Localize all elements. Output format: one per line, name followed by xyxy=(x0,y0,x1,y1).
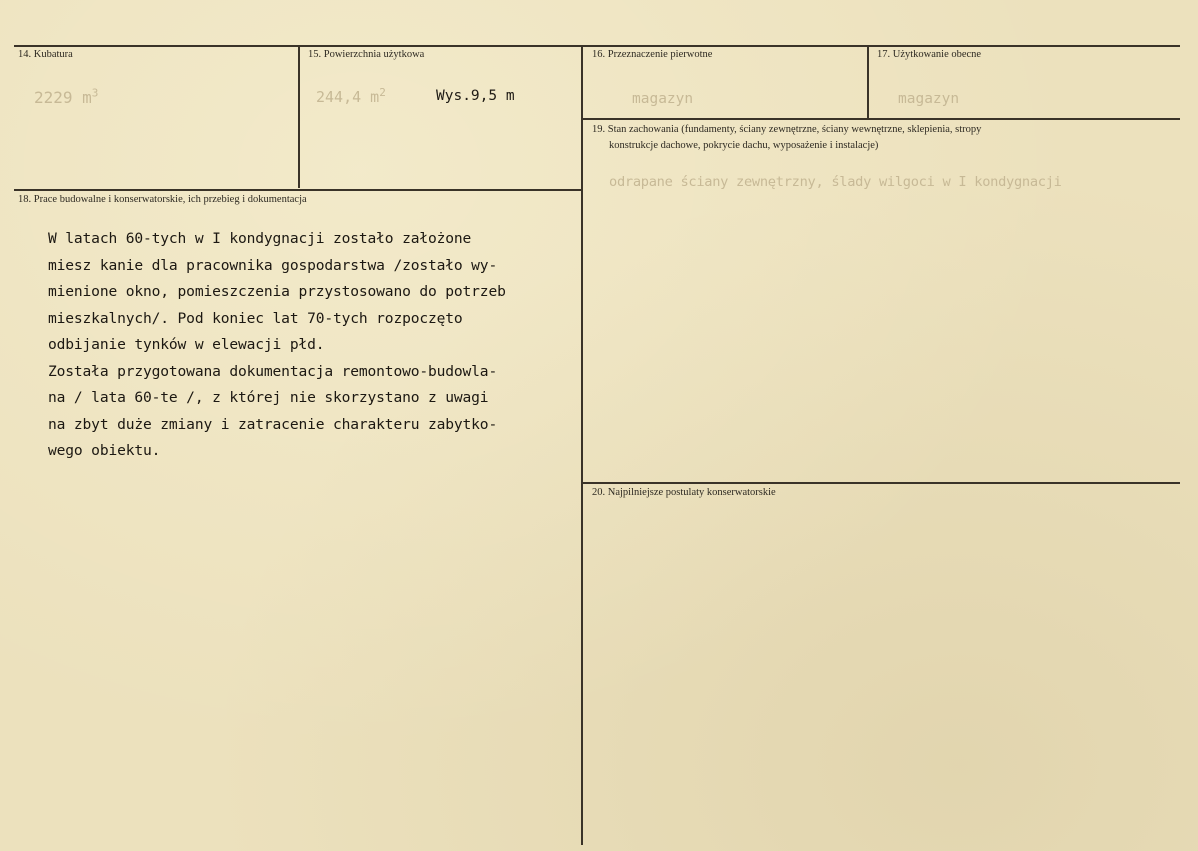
prace-line: na / lata 60-te /, z której nie skorzystano z uwagi xyxy=(48,389,489,406)
powierzchnia-value xyxy=(316,88,386,106)
przeznaczenie-label: 16. Przeznaczenie pierwotne xyxy=(592,49,713,60)
kubatura-value xyxy=(34,88,98,107)
kubatura-label: 14. Kubatura xyxy=(18,49,73,60)
rule-under-14-15 xyxy=(14,189,581,191)
prace-line: mienione okno, pomieszczenia przystosowano do potrzeb xyxy=(48,283,506,300)
divider-14-15 xyxy=(298,45,300,188)
prace-line: Została przygotowana dokumentacja remontowo-budowla- xyxy=(48,362,498,380)
prace-label: 18. Prace budowalne i konserwatorskie, ich przebieg i dokumentacja xyxy=(18,194,307,205)
rule-under-16-17 xyxy=(583,118,1180,120)
uzytkowanie-value: magazyn xyxy=(898,91,960,107)
prace-line: wego obiektu. xyxy=(48,442,161,459)
prace-text xyxy=(48,226,608,465)
prace-line: W latach 60-tych w I kondygnacji zostało założone xyxy=(48,230,472,247)
prace-line: na zbyt duże zmiany i zatracenie charakteru zabytko- xyxy=(48,415,498,433)
postulaty-label: 20. Najpilniejsze postulaty konserwatorskie xyxy=(592,487,776,498)
divider-16-17 xyxy=(867,45,869,119)
uzytkowanie-label: 17. Użytkowanie obecne xyxy=(877,49,982,60)
stan-label-line1: 19. Stan zachowania (fundamenty, ściany zewnętrzne, ściany wewnętrzne, sklepienia, stropy xyxy=(592,124,982,135)
kubatura-number: 2229 m xyxy=(34,88,92,107)
stan-value: odrapane ściany zewnętrzny, ślady wilgoci w I kondygnacji xyxy=(609,174,1062,190)
powierzchnia-number: 244,4 m xyxy=(316,88,380,106)
wysokosc-value: Wys.9,5 m xyxy=(436,88,515,104)
stan-label-line2: konstrukcje dachowe, pokrycie dachu, wyposażenie i instalacje) xyxy=(609,140,879,151)
przeznaczenie-value: magazyn xyxy=(632,91,694,107)
powierzchnia-label: 15. Powierzchnia użytkowa xyxy=(308,49,425,60)
powierzchnia-unit-superscript: 2 xyxy=(379,86,386,99)
rule-above-20 xyxy=(583,482,1180,484)
kubatura-unit-superscript: 3 xyxy=(91,86,99,100)
prace-line: miesz kanie dla pracownika gospodarstwa /zostało wy- xyxy=(48,256,498,274)
prace-line: mieszkalnych/. Pod koniec lat 70-tych rozpoczęto xyxy=(48,309,463,327)
top-rule xyxy=(14,45,1180,47)
prace-line: odbijanie tynków w elewacji płd. xyxy=(48,336,325,353)
